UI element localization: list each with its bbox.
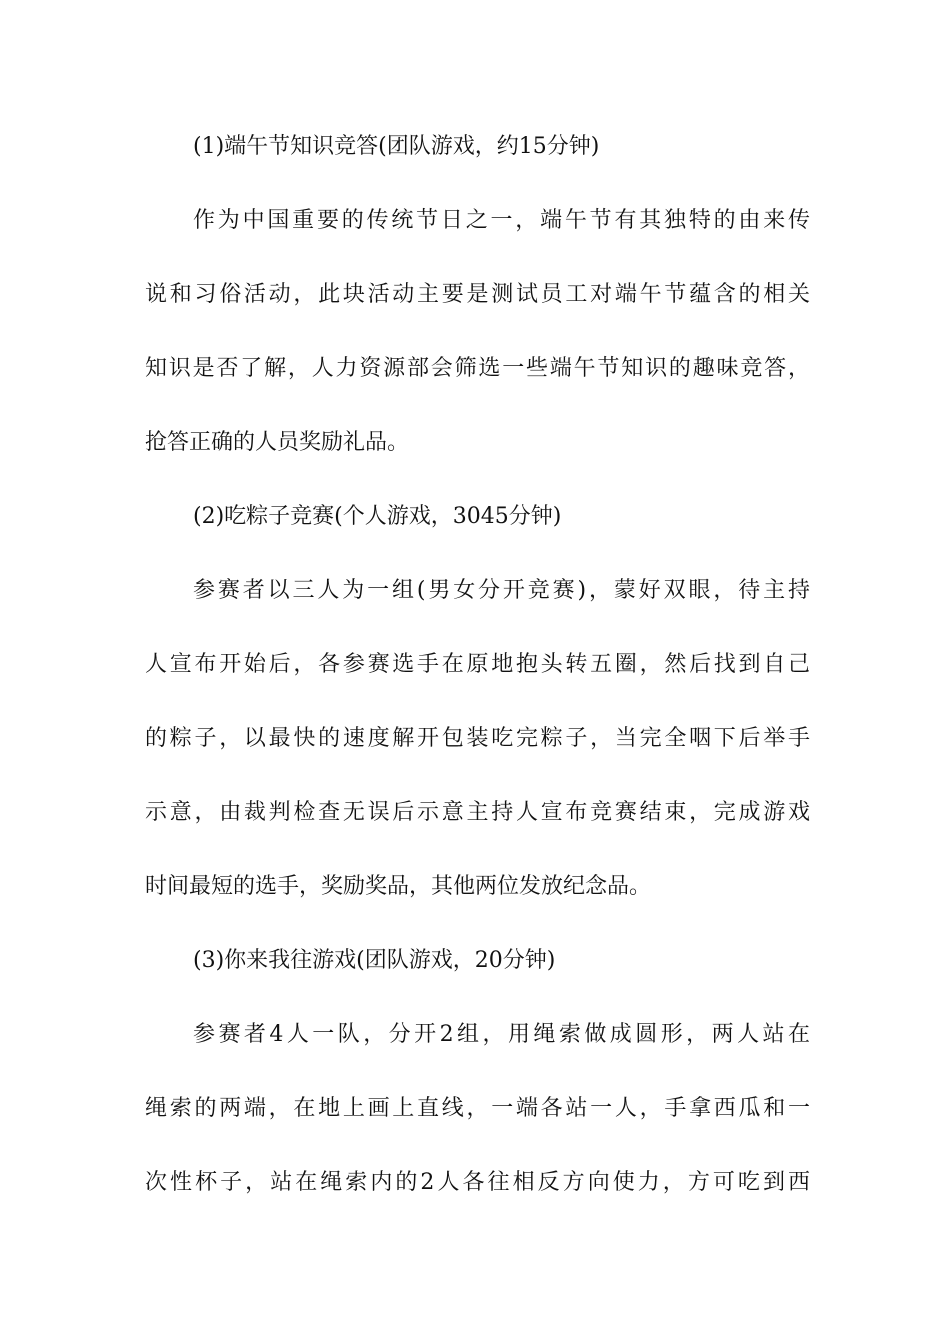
paragraph-line: 作为中国重要的传统节日之一，端午节有其独特的由来传 <box>193 208 810 233</box>
document-body <box>145 125 810 1235</box>
paragraph-line: 人宣布开始后，各参赛选手在原地抱头转五圈，然后找到自己 <box>145 652 810 677</box>
section-heading-3: (3)你来我往游戏(团队游戏，20分钟) <box>193 948 556 973</box>
paragraph-line: 时间最短的选手，奖励奖品，其他两位发放纪念品。 <box>145 874 652 899</box>
section-heading-1: (1)端午节知识竞答(团队游戏，约15分钟) <box>193 134 600 159</box>
paragraph-line: 知识是否了解，人力资源部会筛选一些端午节知识的趣味竞答， <box>145 356 810 381</box>
paragraph-line: 次性杯子，站在绳索内的2人各往相反方向使力，方可吃到西 <box>145 1170 810 1195</box>
paragraph-line: 的粽子，以最快的速度解开包装吃完粽子，当完全咽下后举手 <box>145 726 810 751</box>
paragraph-line: 参赛者4人一队，分开2组，用绳索做成圆形，两人站在 <box>193 1022 810 1047</box>
paragraph-line: 示意，由裁判检查无误后示意主持人宣布竞赛结束，完成游戏 <box>145 800 810 825</box>
paragraph-line: 说和习俗活动，此块活动主要是测试员工对端午节蕴含的相关 <box>145 282 810 307</box>
paragraph-line: 抢答正确的人员奖励礼品。 <box>145 430 410 455</box>
paragraph-line: 绳索的两端，在地上画上直线，一端各站一人，手拿西瓜和一 <box>145 1096 810 1121</box>
section-heading-2: (2)吃粽子竞赛(个人游戏，3045分钟) <box>193 504 562 529</box>
paragraph-line: 参赛者以三人为一组(男女分开竞赛)，蒙好双眼，待主持 <box>193 578 810 603</box>
